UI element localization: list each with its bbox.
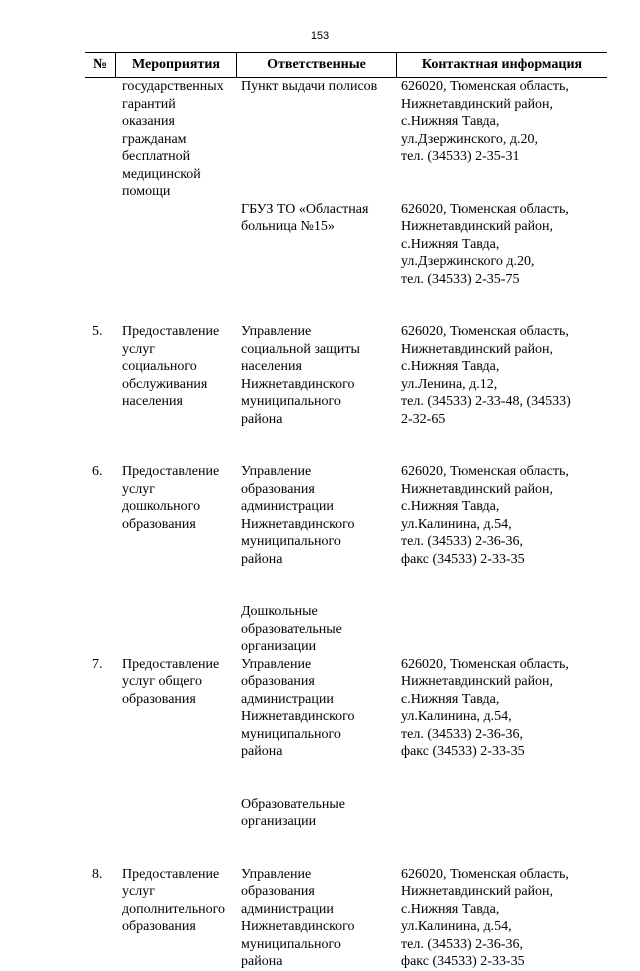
responsible-block	[241, 603, 396, 656]
contact-line: 626020, Тюменская область,	[401, 79, 569, 94]
responsible-line: Управление	[241, 324, 312, 339]
event-line: государственных	[122, 79, 224, 94]
contact-line: с.Нижняя Тавда,	[401, 691, 500, 707]
contact-cell	[396, 323, 607, 428]
event-cell	[115, 866, 236, 971]
responsible-line: муниципального	[241, 726, 341, 742]
event-line: услуг общего	[122, 674, 202, 689]
contact-block	[401, 603, 607, 656]
responsible-line: муниципального	[241, 936, 341, 952]
event-line: населения	[122, 394, 183, 409]
contact-line: с.Нижняя Тавда,	[401, 901, 500, 917]
contact-line: тел. (34533) 2-33-48, (34533)	[401, 394, 571, 409]
event-line: обслуживания	[122, 376, 208, 392]
event-line: дополнительного	[122, 901, 225, 917]
responsible-line: образования	[241, 481, 315, 497]
responsible-line: Нижнетавдинского	[241, 709, 355, 724]
responsible-cell	[236, 463, 396, 656]
contact-line: Нижнетавдинский район,	[401, 219, 554, 234]
contact-line: факс (34533) 2-33-35	[401, 954, 525, 969]
responsible-line: образования	[241, 674, 315, 689]
contact-line: 626020, Тюменская область,	[401, 201, 569, 217]
responsible-line: Управление	[241, 866, 312, 882]
contact-line: ул.Калинина, д.54,	[401, 516, 512, 532]
contact-line: тел. (34533) 2-36-36,	[401, 726, 523, 742]
row-number: 8.	[92, 866, 103, 882]
contact-line: факс (34533) 2-33-35	[401, 551, 525, 567]
contact-line: 626020, Тюменская область,	[401, 464, 569, 479]
event-line: Предоставление	[122, 656, 220, 672]
contact-line: тел. (34533) 2-36-36,	[401, 534, 523, 549]
responsible-line: организации	[241, 814, 317, 829]
responsible-cell	[236, 78, 396, 288]
contact-line: факс (34533) 2-33-35	[401, 744, 525, 759]
contact-line: с.Нижняя Тавда,	[401, 499, 500, 514]
row-number: 6.	[92, 464, 103, 479]
contact-line: тел. (34533) 2-35-75	[401, 271, 520, 287]
responsible-line: администрации	[241, 499, 334, 514]
table-body	[85, 78, 607, 971]
page-number: 153	[310, 30, 330, 42]
event-line: услуг	[122, 481, 155, 497]
responsible-line: Нижнетавдинского	[241, 376, 355, 392]
event-cell	[115, 656, 236, 831]
event-line: социального	[122, 359, 197, 374]
event-line: гарантий	[122, 96, 176, 112]
table-row	[85, 323, 607, 428]
contact-line: ул.Калинина, д.54,	[401, 919, 512, 934]
responsible-line: образовательные	[241, 621, 342, 637]
contact-line: ул.Калинина, д.54,	[401, 709, 512, 724]
event-line: услуг	[122, 884, 155, 899]
event-cell	[115, 463, 236, 656]
contact-cell	[396, 656, 607, 831]
event-line: услуг	[122, 341, 155, 357]
responsible-line: Управление	[241, 656, 312, 672]
event-line: медицинской	[122, 166, 201, 182]
table-row	[85, 463, 607, 656]
responsible-line: района	[241, 954, 283, 969]
table-row	[85, 656, 607, 831]
row-number: 7.	[92, 656, 103, 672]
responsible-line: района	[241, 551, 283, 567]
responsible-line: Пункт выдачи полисов	[241, 79, 378, 94]
contact-cell	[396, 78, 607, 288]
contact-line: ул.Дзержинского д.20,	[401, 254, 535, 269]
event-line: оказания	[122, 114, 175, 129]
contact-line: 626020, Тюменская область,	[401, 866, 569, 882]
event-line: образования	[122, 516, 196, 532]
responsible-line: администрации	[241, 691, 334, 707]
contact-cell	[396, 463, 607, 656]
event-line: Предоставление	[122, 324, 220, 339]
event-line: гражданам	[122, 131, 187, 147]
contact-line: 626020, Тюменская область,	[401, 324, 569, 339]
event-line: Предоставление	[122, 464, 220, 479]
contact-line: 2-32-65	[401, 411, 446, 427]
contact-line: Нижнетавдинский район,	[401, 96, 554, 112]
table-row	[85, 78, 607, 288]
header-events: Мероприятия	[115, 53, 236, 77]
contact-block	[401, 78, 607, 166]
event-line: помощи	[122, 184, 171, 199]
contact-line: Нижнетавдинский район,	[401, 341, 554, 357]
contact-block	[401, 656, 607, 761]
contact-cell	[396, 866, 607, 971]
event-line: образования	[122, 919, 196, 934]
responsible-block	[241, 78, 396, 166]
responsible-line: организации	[241, 639, 317, 654]
header-contacts: Контактная информация	[396, 53, 607, 77]
responsible-line: больница №15»	[241, 219, 335, 234]
contact-line: с.Нижняя Тавда,	[401, 236, 500, 252]
responsible-block	[241, 463, 396, 568]
contact-line: с.Нижняя Тавда,	[401, 359, 500, 374]
contact-line: 626020, Тюменская область,	[401, 656, 569, 672]
responsible-line: района	[241, 411, 283, 427]
contact-block	[401, 463, 607, 568]
header-num: №	[92, 57, 108, 72]
event-line: Предоставление	[122, 866, 220, 882]
responsible-line: населения	[241, 359, 302, 374]
responsible-line: Нижнетавдинского	[241, 919, 355, 934]
contact-line: ул.Ленина, д.12,	[401, 376, 498, 392]
responsible-cell	[236, 656, 396, 831]
responsible-line: ГБУЗ ТО «Областная	[241, 201, 369, 217]
contact-block	[401, 323, 607, 428]
row-number: 5.	[92, 324, 103, 339]
contact-block	[401, 201, 607, 289]
contact-line: ул.Дзержинского, д.20,	[401, 131, 538, 147]
event-cell	[115, 78, 236, 288]
table-row	[85, 866, 607, 971]
responsible-line: Нижнетавдинского	[241, 516, 355, 532]
header-responsible: Ответственные	[236, 53, 396, 77]
event-line: образования	[122, 691, 196, 707]
contact-block	[401, 796, 607, 831]
contact-line: с.Нижняя Тавда,	[401, 114, 500, 129]
responsible-block	[241, 866, 396, 971]
contact-block	[401, 866, 607, 971]
responsible-line: администрации	[241, 901, 334, 917]
contact-line: Нижнетавдинский район,	[401, 481, 554, 497]
responsible-line: Управление	[241, 464, 312, 479]
contact-line: Нижнетавдинский район,	[401, 884, 554, 899]
contact-line: тел. (34533) 2-35-31	[401, 149, 520, 164]
table-header	[85, 52, 607, 78]
event-line: бесплатной	[122, 149, 191, 164]
responsible-line: социальной защиты	[241, 341, 360, 357]
responsible-line: муниципального	[241, 534, 341, 549]
responsible-block	[241, 201, 396, 289]
responsible-block	[241, 796, 396, 831]
event-cell	[115, 323, 236, 428]
event-line: дошкольного	[122, 499, 201, 514]
responsible-cell	[236, 323, 396, 428]
responsible-line: района	[241, 744, 283, 759]
responsible-line: Образовательные	[241, 796, 345, 812]
responsible-cell	[236, 866, 396, 971]
contact-line: тел. (34533) 2-36-36,	[401, 936, 523, 952]
responsible-line: Дошкольные	[241, 604, 318, 619]
responsible-block	[241, 323, 396, 428]
responsible-line: образования	[241, 884, 315, 899]
contact-line: Нижнетавдинский район,	[401, 674, 554, 689]
responsible-line: муниципального	[241, 394, 341, 409]
row-number	[85, 78, 115, 288]
responsible-block	[241, 656, 396, 761]
